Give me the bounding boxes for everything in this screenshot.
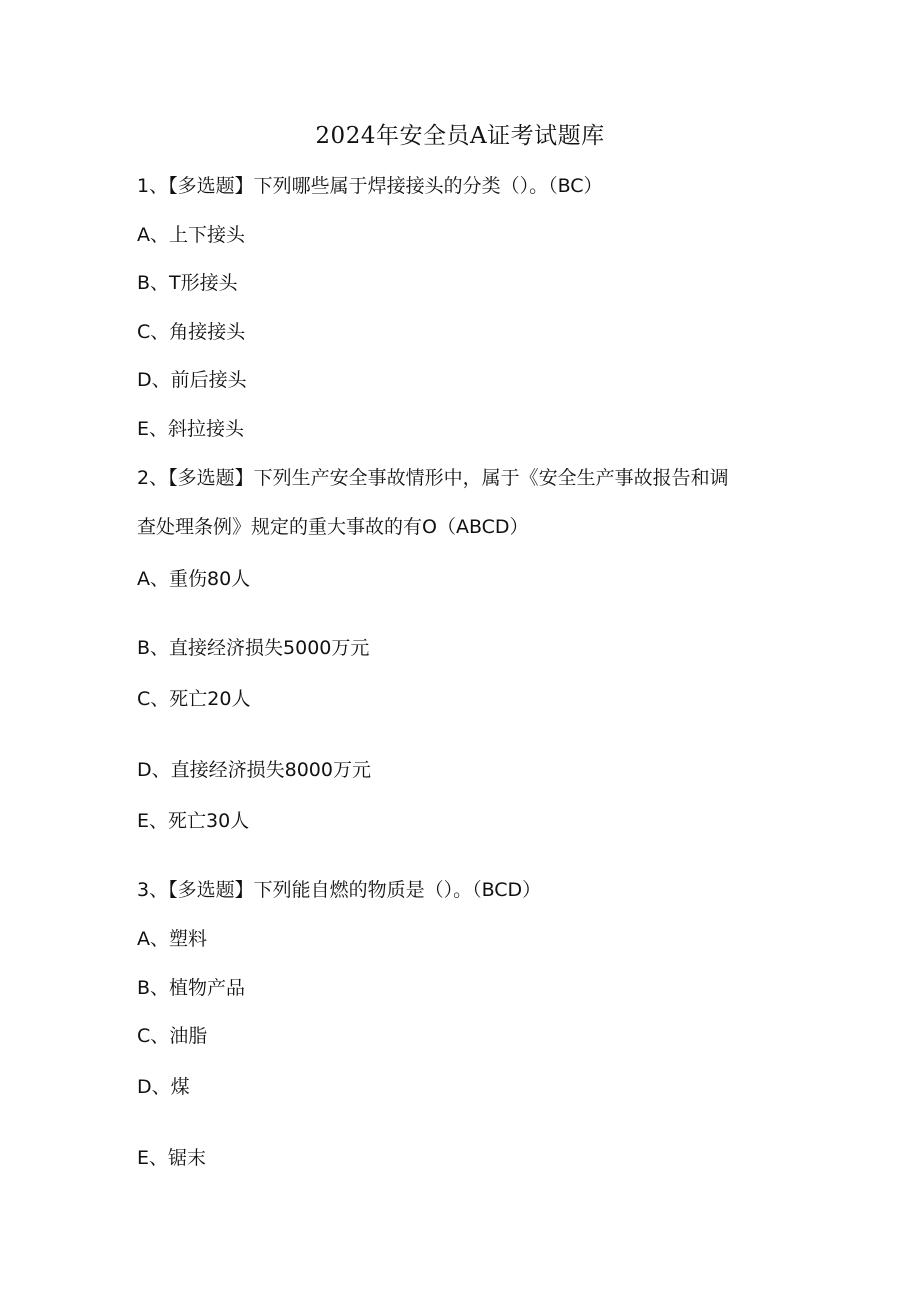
option-d: D、前后接头 <box>137 369 247 391</box>
option-a: A、上下接头 <box>137 224 245 246</box>
option-b: B、直接经济损失5000万元 <box>137 637 370 659</box>
option-b: B、T形接头 <box>137 272 238 294</box>
option-d: D、直接经济损失8000万元 <box>137 759 371 781</box>
question-stem: 1、【多选题】下列哪些属于焊接接头的分类（）。（BC） <box>137 175 603 197</box>
option-d: D、煤 <box>137 1076 190 1098</box>
question-stem-continued: 查处理条例》规定的重大事故的有O（ABCD） <box>137 516 529 538</box>
option-e: E、斜拉接头 <box>137 418 245 440</box>
option-b: B、植物产品 <box>137 977 246 999</box>
option-e: E、死亡30人 <box>137 810 250 832</box>
option-c: C、死亡20人 <box>137 688 251 710</box>
option-c: C、油脂 <box>137 1025 208 1047</box>
document-title: 2024年安全员A证考试题库 <box>315 123 605 149</box>
option-e: E、锯末 <box>137 1147 207 1169</box>
option-a: A、塑料 <box>137 928 207 950</box>
question-stem: 2、【多选题】下列生产安全事故情形中，属于《安全生产事故报告和调 <box>137 467 729 489</box>
question-stem: 3、【多选题】下列能自燃的物质是（）。（BCD） <box>137 879 542 901</box>
option-c: C、角接接头 <box>137 321 246 343</box>
option-a: A、重伤80人 <box>137 568 251 590</box>
